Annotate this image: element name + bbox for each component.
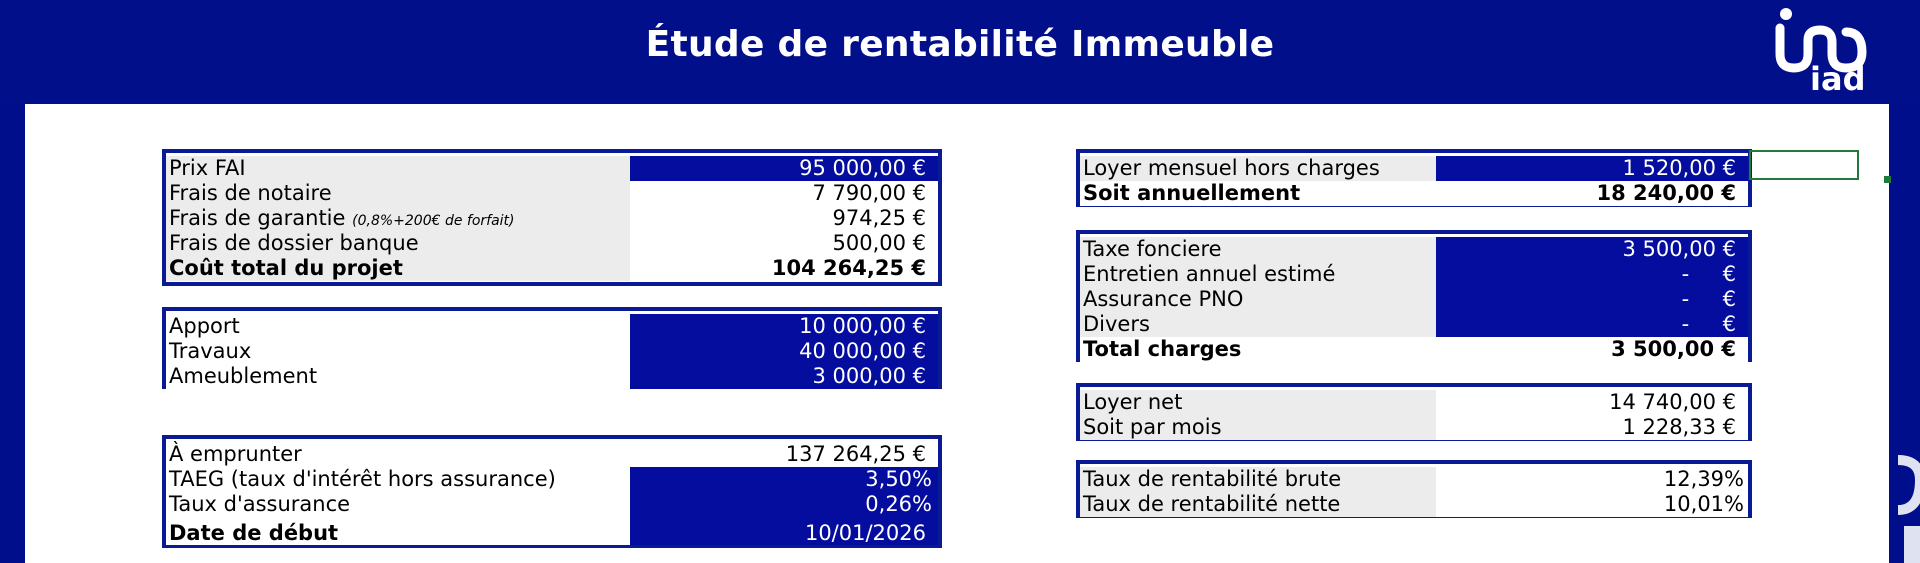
- row-value: 1 520,00 €: [1436, 156, 1748, 181]
- loan-table: [162, 435, 942, 548]
- row-label: Apport: [166, 314, 630, 339]
- table-row: [166, 206, 938, 231]
- row-label: Frais de dossier banque: [166, 231, 630, 256]
- row-value: 40 000,00 €: [630, 339, 938, 364]
- row-label: Frais de notaire: [166, 181, 630, 206]
- row-label: Taux d'assurance: [166, 492, 630, 517]
- row-label: Assurance PNO: [1080, 287, 1436, 312]
- charges-table: [1076, 230, 1752, 362]
- row-value: 10/01/2026: [630, 517, 938, 545]
- iad-logo-text: iad: [1810, 60, 1866, 98]
- table-row: [1080, 156, 1748, 181]
- funds-table: [162, 307, 942, 389]
- row-value: 14 740,00 €: [1436, 390, 1748, 415]
- table-row: [166, 314, 938, 339]
- row-label: Taux de rentabilité nette: [1080, 492, 1436, 517]
- table-row: [1080, 181, 1748, 206]
- row-label: Loyer net: [1080, 390, 1436, 415]
- row-note: (0,8%+200€ de forfait): [352, 213, 515, 229]
- row-value: 3 000,00 €: [630, 364, 938, 389]
- row-label: Divers: [1080, 312, 1436, 337]
- row-label: Loyer mensuel hors charges: [1080, 156, 1436, 181]
- row-label: Coût total du projet: [166, 256, 630, 281]
- row-label: À emprunter: [166, 442, 630, 467]
- net-table: [1076, 383, 1752, 441]
- row-value: 0,26%: [630, 492, 938, 517]
- row-value: 1 228,33 €: [1436, 415, 1748, 440]
- row-value: 95 000,00 €: [630, 156, 938, 181]
- rent-table: [1076, 149, 1752, 207]
- row-value: 3 500,00 €: [1436, 337, 1748, 362]
- row-label: [166, 206, 630, 231]
- row-label: Soit annuellement: [1080, 181, 1436, 206]
- row-value: - €: [1436, 262, 1748, 287]
- row-value: 137 264,25 €: [630, 442, 938, 467]
- fill-handle[interactable]: [1884, 176, 1891, 183]
- row-value: 3 500,00 €: [1436, 237, 1748, 262]
- page-title: Étude de rentabilité Immeuble: [645, 24, 1275, 65]
- row-label: Entretien annuel estimé: [1080, 262, 1436, 287]
- table-row: [166, 467, 938, 492]
- row-value: - €: [1436, 312, 1748, 337]
- table-row: [1080, 390, 1748, 415]
- table-row: [166, 156, 938, 181]
- cost-table: [162, 149, 942, 286]
- row-label: TAEG (taux d'intérêt hors assurance): [166, 467, 630, 492]
- watermark-logo-icon: [1838, 440, 1920, 563]
- table-row: [1080, 492, 1748, 517]
- row-value: 12,39%: [1436, 467, 1748, 492]
- row-value: 18 240,00 €: [1436, 181, 1748, 206]
- row-label-text: Frais de garantie: [169, 206, 346, 230]
- table-row: [1080, 337, 1748, 362]
- table-row: [166, 364, 938, 389]
- table-row: [166, 231, 938, 256]
- table-row: [1080, 237, 1748, 262]
- row-label: Taux de rentabilité brute: [1080, 467, 1436, 492]
- table-row: [166, 181, 938, 206]
- row-value: 974,25 €: [630, 206, 938, 231]
- row-label: Soit par mois: [1080, 415, 1436, 440]
- row-label: Date de début: [166, 517, 630, 545]
- selected-cell[interactable]: [1749, 150, 1859, 180]
- table-row: [1080, 287, 1748, 312]
- table-row: [1080, 262, 1748, 287]
- table-row: [1080, 415, 1748, 440]
- row-value: 104 264,25 €: [630, 256, 938, 281]
- table-row: [1080, 467, 1748, 492]
- row-label: Travaux: [166, 339, 630, 364]
- table-row: [1080, 312, 1748, 337]
- row-value: 10 000,00 €: [630, 314, 938, 339]
- table-row: [166, 339, 938, 364]
- yield-table: [1076, 460, 1752, 518]
- row-value: 7 790,00 €: [630, 181, 938, 206]
- row-label: Prix FAI: [166, 156, 630, 181]
- row-value: 10,01%: [1436, 492, 1748, 517]
- row-value: - €: [1436, 287, 1748, 312]
- row-label: Taxe fonciere: [1080, 237, 1436, 262]
- row-label: Ameublement: [166, 364, 630, 389]
- table-row: [166, 442, 938, 467]
- row-value: 3,50%: [630, 467, 938, 492]
- header-banner: [0, 0, 1920, 104]
- row-label: Total charges: [1080, 337, 1436, 362]
- row-value: 500,00 €: [630, 231, 938, 256]
- table-row: [166, 256, 938, 281]
- table-row: [166, 492, 938, 517]
- table-row: [166, 517, 938, 545]
